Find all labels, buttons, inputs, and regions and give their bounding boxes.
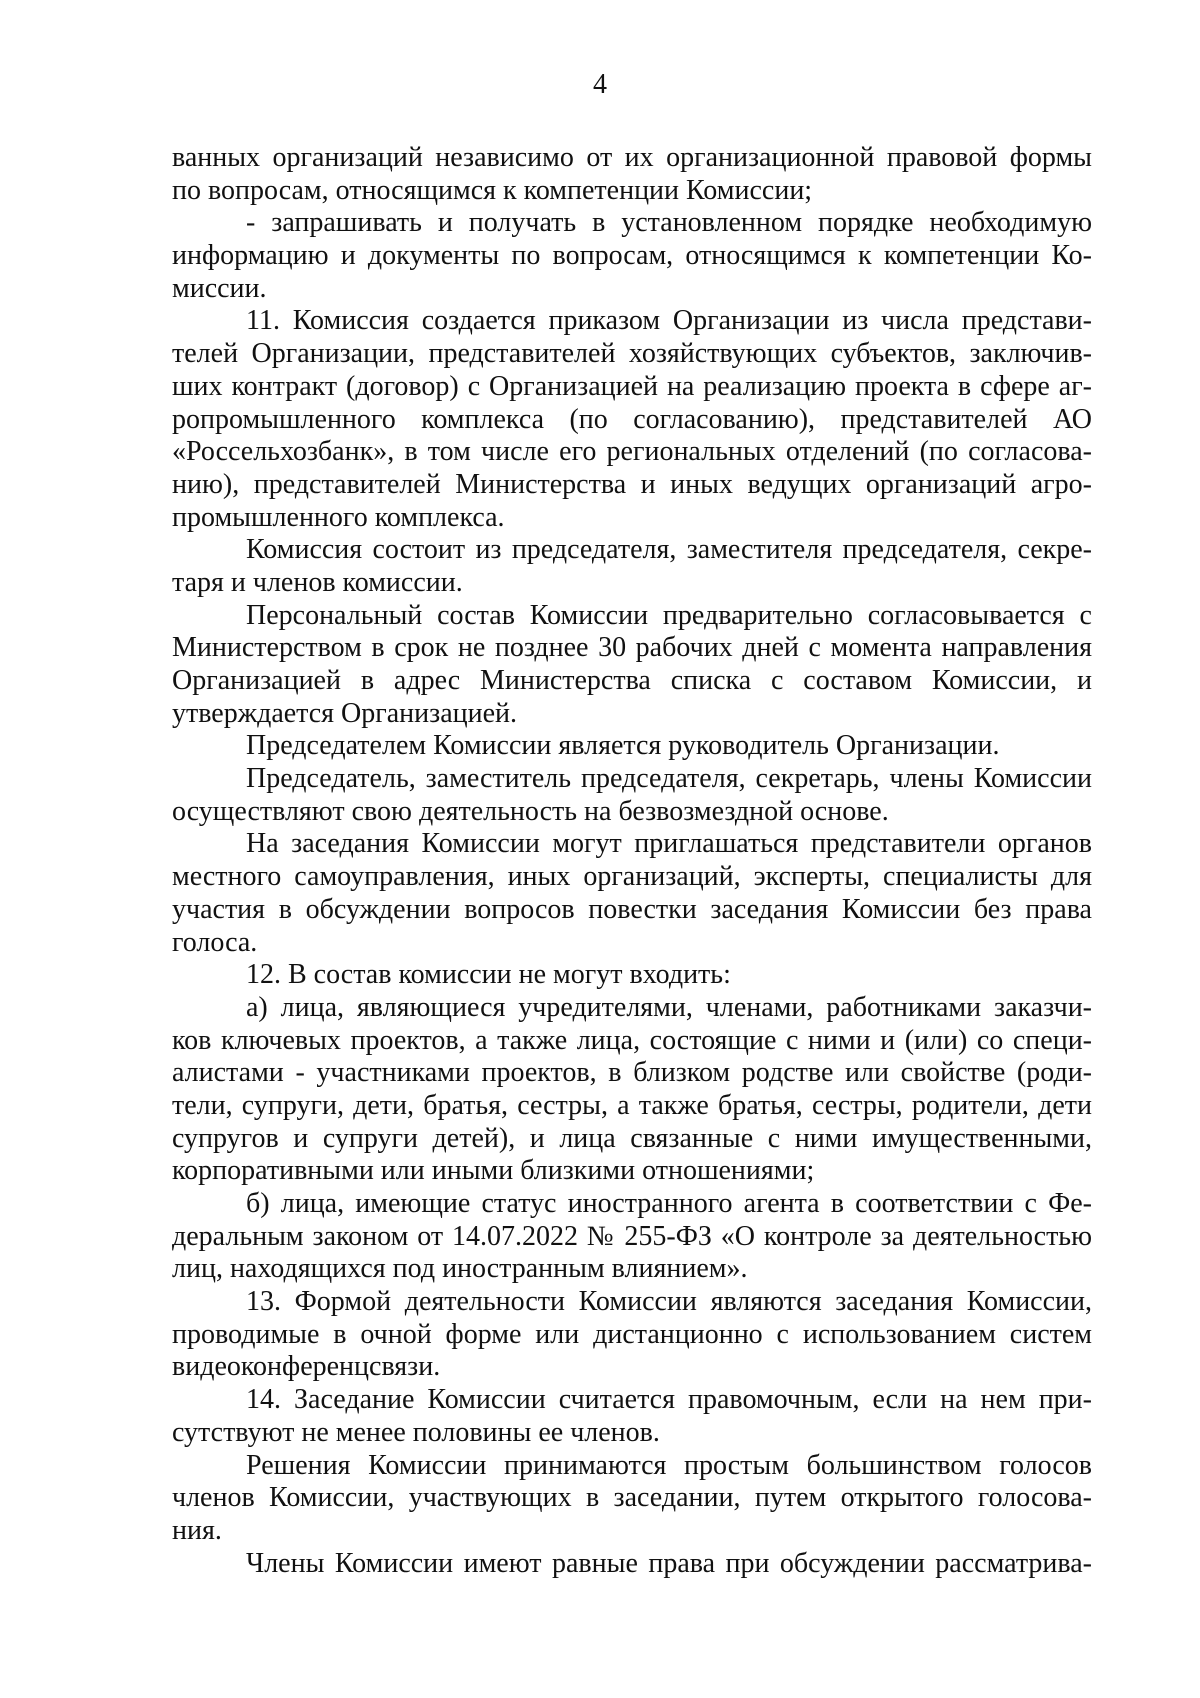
text-line: голоса.: [172, 926, 258, 958]
text-line: «Россельхозбанк», в том числе его региональных отделений (по согласова-: [172, 436, 1092, 468]
text-line: информацию и документы по вопросам, относящимся к компетенции Ко-: [172, 240, 1092, 272]
text-line: лиц, находящихся под иностранным влиянием».: [172, 1253, 748, 1285]
text-line: ков ключевых проектов, а также лица, состоящие с ними и (или) со специ-: [172, 1024, 1092, 1056]
text-line: участия в обсуждении вопросов повестки заседания Комиссии без права: [172, 893, 1092, 925]
document-body: [172, 142, 1092, 1580]
text-line: алистами - участниками проектов, в близком родстве или свойстве (роди-: [172, 1057, 1092, 1089]
text-line: тели, супруги, дети, братья, сестры, а также братья, сестры, родители, дети: [172, 1089, 1092, 1121]
text-line: ропромышленного комплекса (по согласованию), представителей АО: [172, 403, 1092, 435]
text-line: 12. В состав комиссии не могут входить:: [246, 959, 731, 991]
text-line: утверждается Организацией.: [172, 697, 518, 729]
text-line: нию), представителей Министерства и иных ведущих организаций агро-: [172, 468, 1092, 500]
text-line: б) лица, имеющие статус иностранного агента в соответствии с Фе-: [246, 1188, 1092, 1219]
text-line: ванных организаций независимо от их организационной правовой формы: [172, 142, 1092, 173]
text-line: Решения Комиссии принимаются простым большинством голосов: [246, 1449, 1092, 1481]
text-line: таря и членов комиссии.: [172, 566, 463, 598]
text-line: промышленного комплекса.: [172, 501, 505, 533]
text-line: - запрашивать и получать в установленном порядке необходимую: [246, 207, 1092, 239]
text-line: 11. Комиссия создается приказом Организации из числа представи-: [246, 305, 1092, 337]
text-line: осуществляют свою деятельность на безвозмездной основе.: [172, 795, 889, 827]
text-line: миссии.: [172, 272, 267, 304]
text-line: видеоконференцсвязи.: [172, 1351, 441, 1383]
text-line: На заседания Комиссии могут приглашаться представители органов: [246, 828, 1092, 860]
text-line: ших контракт (договор) с Организацией на реализацию проекта в сфере аг-: [172, 370, 1092, 402]
text-line: ния.: [172, 1514, 222, 1546]
text-line: по вопросам, относящимся к компетенции Комиссии;: [172, 174, 813, 206]
text-line: Персональный состав Комиссии предварительно согласовывается с: [246, 599, 1092, 631]
text-line: 13. Формой деятельности Комиссии являются заседания Комиссии,: [246, 1286, 1092, 1318]
text-line: Председатель, заместитель председателя, секретарь, члены Комиссии: [246, 763, 1092, 795]
text-line: Председателем Комиссии является руководитель Организации.: [246, 730, 1000, 762]
text-line: а) лица, являющиеся учредителями, членами, работниками заказчи-: [246, 991, 1092, 1023]
text-line: телей Организации, представителей хозяйствующих субъектов, заключив-: [172, 338, 1092, 370]
text-line: 14. Заседание Комиссии считается правомочным, если на нем при-: [246, 1384, 1092, 1416]
text-line: деральным законом от 14.07.2022 № 255-ФЗ «О контроле за деятельностью: [172, 1220, 1092, 1252]
page-number: 4: [593, 69, 607, 100]
text-line: проводимые в очной форме или дистанционно с использованием систем: [172, 1318, 1092, 1350]
text-line: Комиссия состоит из председателя, заместителя председателя, секре-: [246, 534, 1092, 566]
text-line: супругов и супруги детей), и лица связанные с ними имущественными,: [172, 1122, 1092, 1154]
text-line: Члены Комиссии имеют равные права при обсуждении рассматрива-: [246, 1547, 1092, 1579]
text-line: Министерством в срок не позднее 30 рабочих дней с момента направления: [172, 632, 1092, 664]
text-line: корпоративными или иными близкими отношениями;: [172, 1155, 815, 1187]
text-line: сутствуют не менее половины ее членов.: [172, 1416, 660, 1448]
text-line: местного самоуправления, иных организаций, эксперты, специалисты для: [172, 861, 1092, 893]
text-line: Организацией в адрес Министерства списка с составом Комиссии, и: [172, 665, 1092, 696]
text-line: членов Комиссии, участвующих в заседании, путем открытого голосова-: [172, 1482, 1092, 1514]
